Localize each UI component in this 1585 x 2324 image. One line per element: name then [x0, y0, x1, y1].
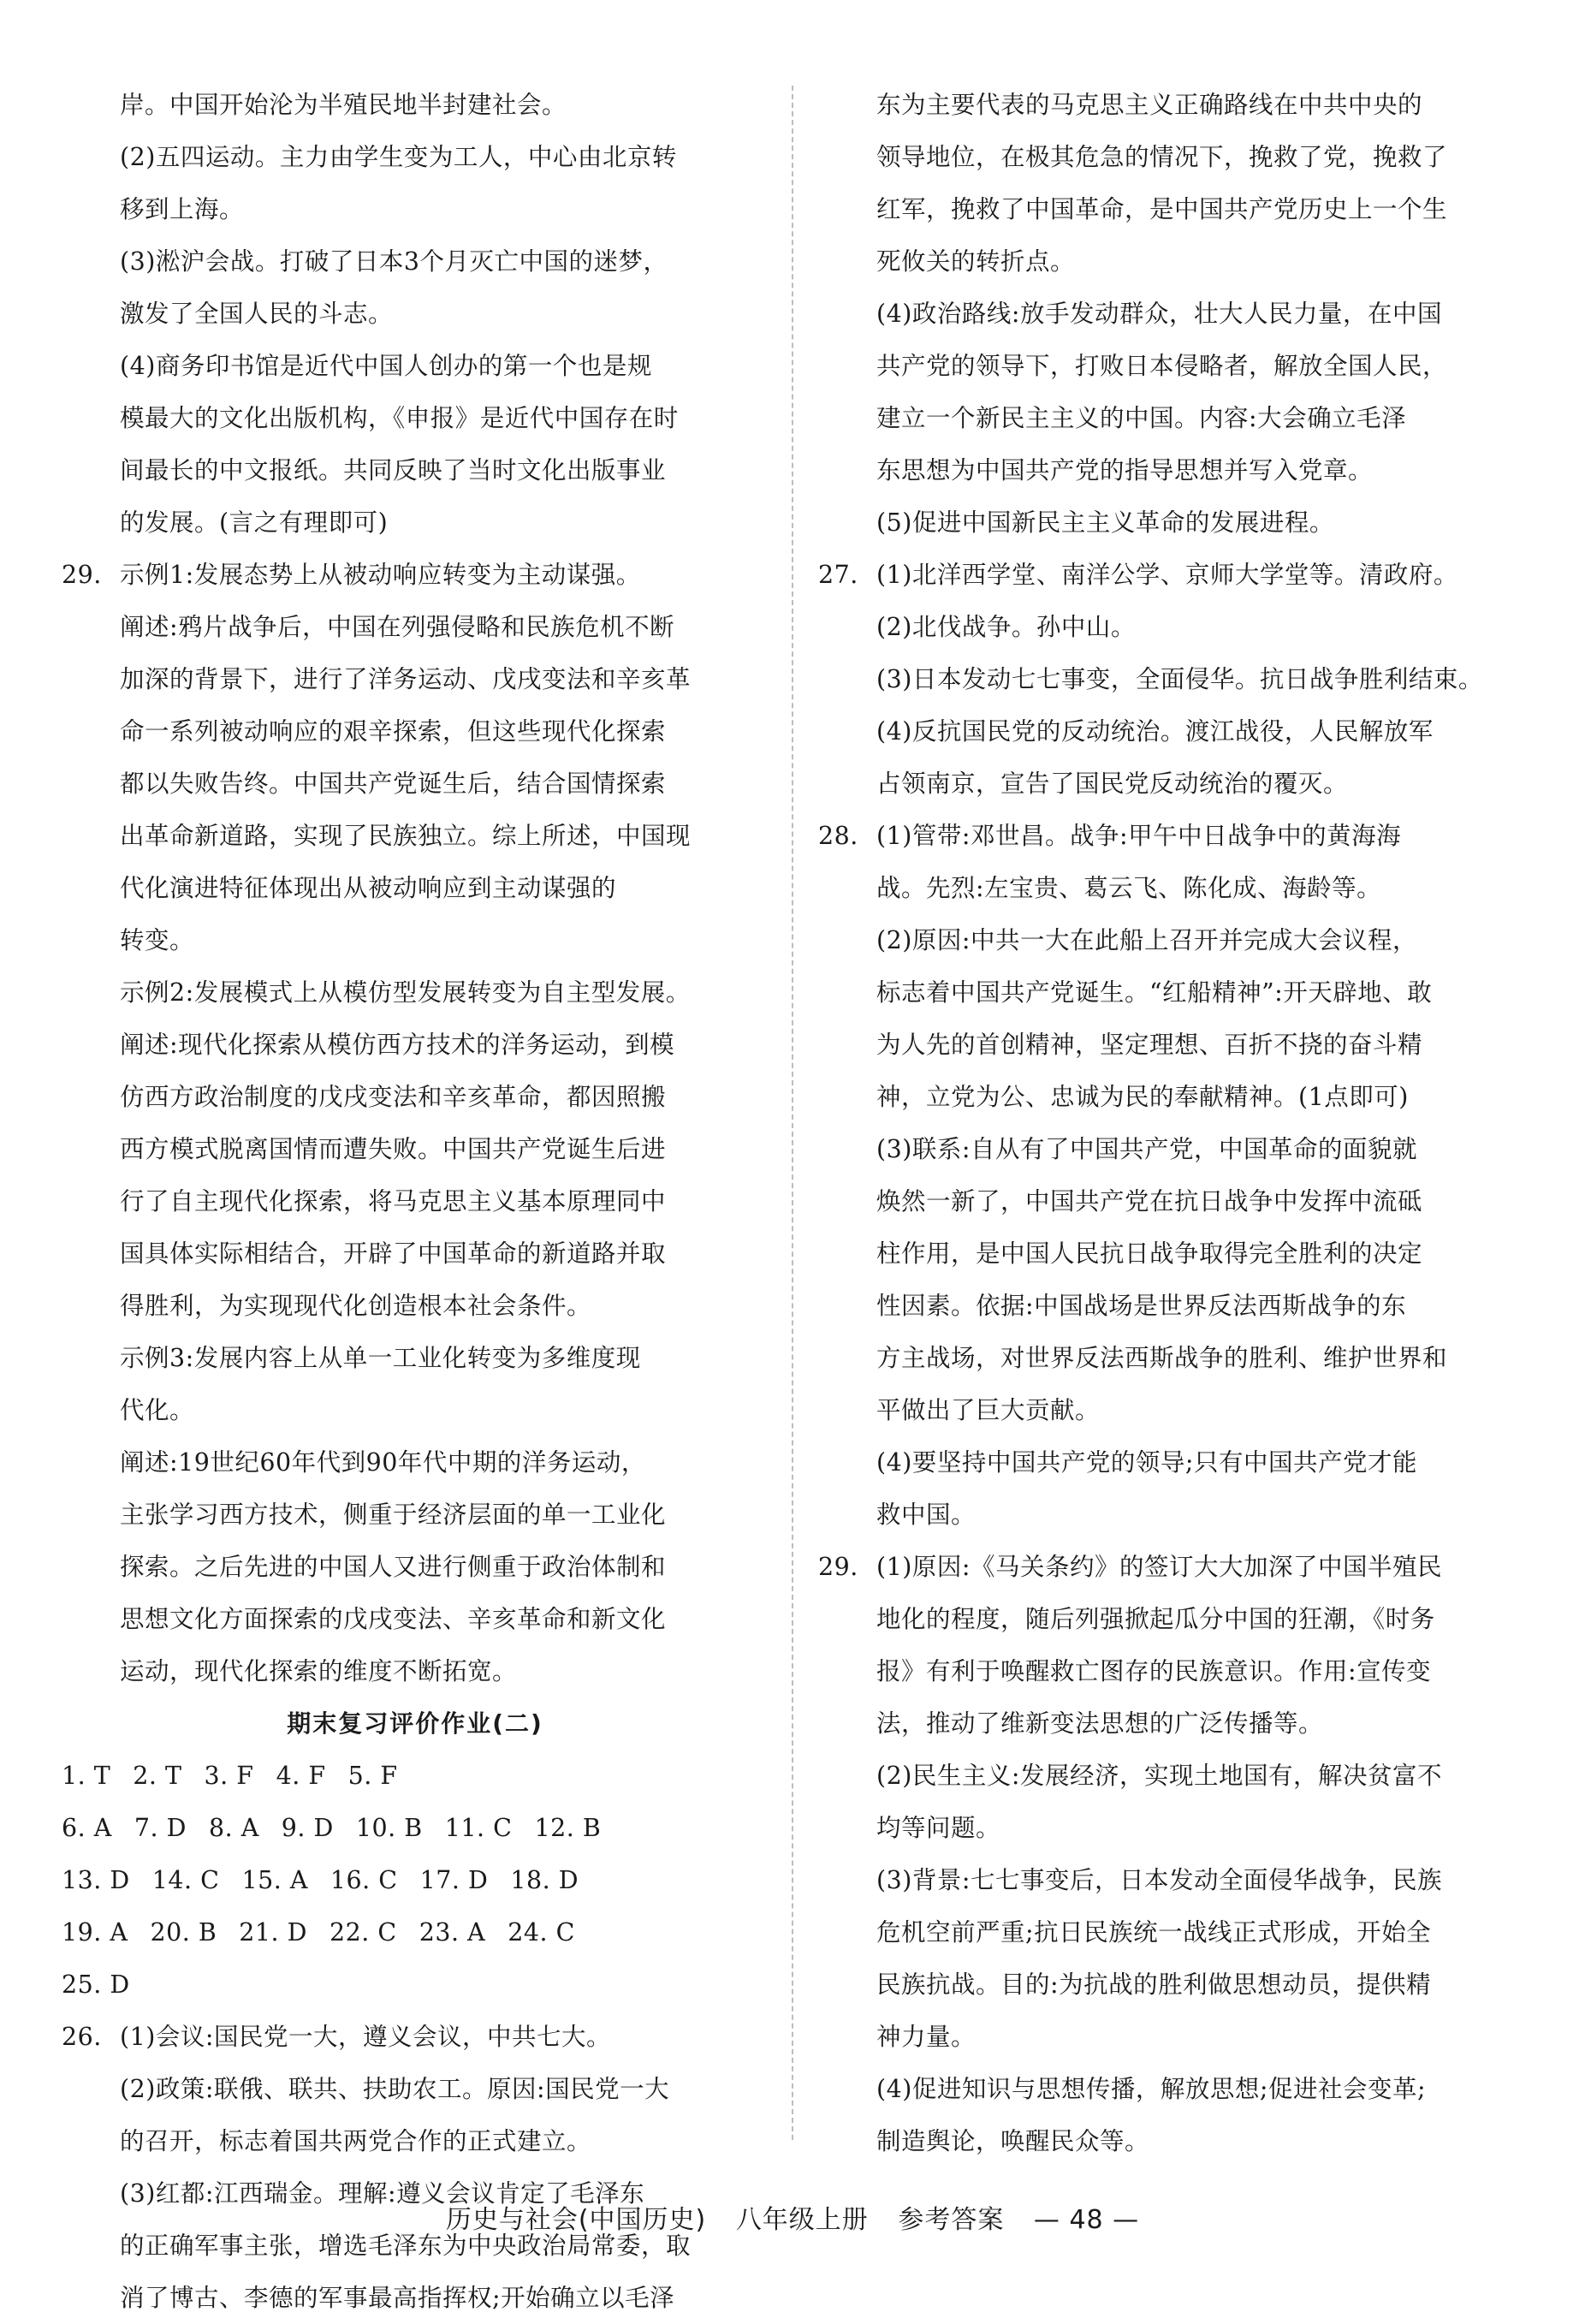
answer-key-item: 10. B — [355, 1814, 423, 1842]
answer-line — [818, 235, 1525, 288]
answer-key-item: 14. C — [151, 1866, 220, 1894]
line-text: 救中国。 — [876, 1501, 977, 1529]
line-text: 消了博古、李德的军事最高指挥权;开始确立以毛泽 — [120, 2284, 675, 2312]
answer-line — [62, 288, 769, 340]
line-text: (5)促进中国新民主主义革命的发展进程。 — [876, 508, 1334, 537]
answer-key-item: 8. A — [208, 1814, 259, 1842]
answer-key-item: 11. C — [444, 1814, 513, 1842]
answer-key-item: 9. D — [281, 1814, 334, 1842]
answer-line — [818, 1332, 1525, 1384]
answer-line — [62, 79, 769, 131]
answer-key-item: 6. A — [62, 1814, 112, 1842]
line-text: 阐述:现代化探索从模仿西方技术的洋务运动，到模 — [120, 1031, 675, 1059]
answer-line — [818, 653, 1525, 705]
line-text: 死攸关的转折点。 — [876, 247, 1076, 276]
line-text: 运动，现代化探索的维度不断拓宽。 — [120, 1657, 518, 1685]
right-column — [818, 79, 1525, 2167]
line-text: 命一系列被动响应的艰辛探索，但这些现代化探索 — [120, 717, 667, 746]
line-text: 岸。中国开始沦为半殖民地半封建社会。 — [120, 91, 567, 119]
line-text: 平做出了巨大贡献。 — [876, 1396, 1101, 1424]
answer-line — [818, 601, 1525, 653]
line-text: 加深的背景下，进行了洋务运动、戊戌变法和辛亥革 — [120, 665, 692, 693]
question-number: 27. — [818, 561, 858, 589]
line-text: 焕然一新了，中国共产党在抗日战争中发挥中流砥 — [876, 1187, 1423, 1215]
answer-key-row — [62, 1802, 769, 1854]
answer-line — [818, 288, 1525, 340]
answer-line — [818, 1175, 1525, 1227]
answer-line — [62, 2272, 769, 2324]
answer-line — [62, 914, 769, 966]
line-text: (2)北伐战争。孙中山。 — [876, 613, 1136, 641]
footer-grade: 八年级上册 — [735, 2205, 869, 2235]
line-text: 示例1:发展态势上从被动响应转变为主动谋强。 — [120, 561, 641, 589]
line-text: 危机空前严重;抗日民族统一战线正式形成，开始全 — [876, 1918, 1432, 1947]
answer-key-item: 19. A — [62, 1918, 128, 1947]
line-text: 移到上海。 — [120, 195, 245, 223]
answer-line — [818, 758, 1525, 810]
line-text: 转变。 — [120, 926, 195, 954]
answer-line — [62, 235, 769, 288]
answer-key-item: 24. C — [508, 1918, 575, 1947]
line-text: 占领南京，宣告了国民党反动统治的覆灭。 — [876, 770, 1349, 798]
answer-line — [62, 1071, 769, 1123]
line-text: 示例3:发展内容上从单一工业化转变为多维度现 — [120, 1344, 641, 1372]
line-text: 代化。 — [120, 1396, 195, 1424]
line-text: (4)反抗国民党的反动统治。渡江战役，人民解放军 — [876, 717, 1434, 746]
answer-line — [818, 1227, 1525, 1280]
line-text: 为人先的首创精神，坚定理想、百折不挠的奋斗精 — [876, 1031, 1423, 1059]
line-text: 柱作用，是中国人民抗日战争取得完全胜利的决定 — [876, 1239, 1423, 1268]
line-text: 东为主要代表的马克思主义正确路线在中共中央的 — [876, 91, 1423, 119]
answer-key-item: 21. D — [239, 1918, 308, 1947]
line-text: 方主战场，对世界反法西斯战争的胜利、维护世界和 — [876, 1344, 1448, 1372]
answer-key-item: 2. T — [133, 1762, 182, 1790]
answer-line — [818, 1750, 1525, 1802]
question-number: 29. — [62, 561, 102, 589]
line-text: 代化演进特征体现出从被动响应到主动谋强的 — [120, 874, 617, 902]
answer-line — [818, 392, 1525, 444]
line-text: 阐述:鸦片战争后，中国在列强侵略和民族危机不断 — [120, 613, 675, 641]
question-line — [62, 549, 769, 601]
answer-line — [62, 1123, 769, 1175]
answer-line — [62, 1436, 769, 1489]
line-text: 探索。之后先进的中国人又进行侧重于政治体制和 — [120, 1553, 667, 1581]
answer-key-item: 13. D — [62, 1866, 130, 1894]
answer-line — [818, 1906, 1525, 1958]
line-text: 性因素。依据:中国战场是世界反法西斯战争的东 — [876, 1292, 1407, 1320]
answer-line — [62, 183, 769, 235]
answer-key-item: 1. T — [62, 1762, 111, 1790]
answer-line — [62, 705, 769, 758]
answer-key-item: 4. F — [276, 1762, 326, 1790]
line-text: 仿西方政治制度的戊戌变法和辛亥革命，都因照搬 — [120, 1083, 667, 1111]
answer-line — [818, 2115, 1525, 2167]
line-text: (2)原因:中共一大在此船上召开并完成大会议程， — [876, 926, 1417, 954]
answer-line — [62, 1175, 769, 1227]
answer-line — [62, 862, 769, 914]
answer-line — [818, 914, 1525, 966]
question-number: 26. — [62, 2023, 102, 2051]
answer-key-item: 22. C — [329, 1918, 397, 1947]
answer-line — [62, 1384, 769, 1436]
line-text: 领导地位，在极其危急的情况下，挽救了党，挽救了 — [876, 143, 1448, 171]
answer-line — [62, 131, 769, 183]
line-text: (1)会议:国民党一大，遵义会议，中共七大。 — [120, 2023, 611, 2051]
section-title: 期末复习评价作业(二) — [287, 1709, 543, 1738]
answer-line — [818, 1019, 1525, 1071]
line-text: 东思想为中国共产党的指导思想并写入党章。 — [876, 456, 1374, 484]
answer-key-item: 16. C — [329, 1866, 398, 1894]
line-text: 激发了全国人民的斗志。 — [120, 300, 394, 328]
answer-line — [818, 1854, 1525, 1906]
line-text: (2)政策:联俄、联共、扶助农工。原因:国民党一大 — [120, 2075, 670, 2103]
answer-line — [62, 601, 769, 653]
line-text: (3)淞沪会战。打破了日本3个月灭亡中国的迷梦， — [120, 247, 668, 276]
answer-line — [62, 2063, 769, 2115]
answer-key-item: 17. D — [419, 1866, 489, 1894]
answer-line — [818, 1280, 1525, 1332]
question-line — [818, 810, 1525, 862]
answer-key-item: 12. B — [534, 1814, 602, 1842]
line-text: 思想文化方面探索的戊戌变法、辛亥革命和新文化 — [120, 1605, 667, 1633]
answer-line — [818, 340, 1525, 392]
answer-line — [818, 705, 1525, 758]
line-text: 西方模式脱离国情而遭失败。中国共产党诞生后进 — [120, 1135, 667, 1163]
line-text: (3)联系:自从有了中国共产党，中国革命的面貌就 — [876, 1135, 1417, 1163]
line-text: 神力量。 — [876, 2023, 977, 2051]
line-text: (3)日本发动七七事变，全面侵华。抗日战争胜利结束。 — [876, 665, 1483, 693]
line-text: (4)要坚持中国共产党的领导;只有中国共产党才能 — [876, 1448, 1417, 1477]
line-text: 得胜利，为实现现代化创造根本社会条件。 — [120, 1292, 592, 1320]
line-text: (1)原因:《马关条约》的签订大大加深了中国半殖民 — [876, 1553, 1442, 1581]
line-text: (3)背景:七七事变后，日本发动全面侵华战争，民族 — [876, 1866, 1442, 1894]
line-text: 的召开，标志着国共两党合作的正式建立。 — [120, 2127, 592, 2155]
line-text: 报》有利于唤醒救亡图存的民族意识。作用:宣传变 — [876, 1657, 1432, 1685]
answer-line — [62, 1645, 769, 1697]
answer-key-row — [62, 1906, 769, 1958]
line-text: (4)政治路线:放手发动群众，壮大人民力量，在中国 — [876, 300, 1442, 328]
line-text: 的发展。(言之有理即可) — [120, 508, 389, 537]
line-text: (2)五四运动。主力由学生变为工人，中心由北京转 — [120, 143, 677, 171]
line-text: 战。先烈:左宝贵、葛云飞、陈化成、海龄等。 — [876, 874, 1382, 902]
line-text: (1)管带:邓世昌。战争:甲午中日战争中的黄海海 — [876, 822, 1402, 850]
line-text: 行了自主现代化探索，将马克思主义基本原理同中 — [120, 1187, 667, 1215]
line-text: 出革命新道路，实现了民族独立。综上所述，中国现 — [120, 822, 692, 850]
line-text: 示例2:发展模式上从模仿型发展转变为自主型发展。 — [120, 978, 691, 1007]
line-text: 模最大的文化出版机构，《申报》是近代中国存在时 — [120, 404, 679, 432]
footer-subject: 历史与社会(中国历史) — [445, 2205, 707, 2235]
question-line — [818, 1541, 1525, 1593]
answer-line — [62, 653, 769, 705]
line-text: (1)北洋西学堂、南洋公学、京师大学堂等。清政府。 — [876, 561, 1458, 589]
answer-key-row — [62, 1750, 769, 1802]
answer-line — [62, 1227, 769, 1280]
answer-line — [818, 1436, 1525, 1489]
answer-key-item: 20. B — [150, 1918, 217, 1947]
footer-page-number: — 48 — — [1033, 2205, 1140, 2235]
line-text: 制造舆论，唤醒民众等。 — [876, 2127, 1150, 2155]
line-text: 民族抗战。目的:为抗战的胜利做思想动员，提供精 — [876, 1970, 1432, 1999]
answer-line — [818, 2063, 1525, 2115]
line-text: 神，立党为公、忠诚为民的奉献精神。(1点即可) — [876, 1083, 1409, 1111]
answer-key-item: 18. D — [510, 1866, 579, 1894]
answer-key-item: 25. D — [62, 1970, 130, 1999]
answer-line — [62, 966, 769, 1019]
line-text: 间最长的中文报纸。共同反映了当时文化出版事业 — [120, 456, 667, 484]
answer-line — [818, 862, 1525, 914]
answer-line — [62, 392, 769, 444]
answer-line — [62, 1593, 769, 1645]
answer-line — [818, 131, 1525, 183]
footer-label: 参考答案 — [898, 2205, 1005, 2235]
answer-line — [818, 183, 1525, 235]
answer-line — [62, 444, 769, 496]
answer-line — [818, 1958, 1525, 2011]
answer-line — [818, 1489, 1525, 1541]
answer-line — [818, 966, 1525, 1019]
answer-line — [62, 496, 769, 549]
answer-line — [62, 758, 769, 810]
answer-key-item: 7. D — [134, 1814, 187, 1842]
answer-line — [818, 79, 1525, 131]
answer-line — [818, 496, 1525, 549]
question-line — [818, 549, 1525, 601]
answer-line — [818, 1071, 1525, 1123]
page-footer — [0, 2198, 1585, 2236]
answer-key-row — [62, 1854, 769, 1906]
answer-line — [62, 1541, 769, 1593]
answer-line — [818, 1645, 1525, 1697]
left-column — [62, 79, 769, 2324]
answer-key-item: 3. F — [204, 1762, 254, 1790]
line-text: 地化的程度，随后列强掀起瓜分中国的狂潮，《时务 — [876, 1605, 1435, 1633]
question-number: 28. — [818, 822, 858, 850]
question-line — [62, 2011, 769, 2063]
answer-line — [818, 1123, 1525, 1175]
answer-key-item: 5. F — [347, 1762, 398, 1790]
answer-key-item: 15. A — [241, 1866, 308, 1894]
answer-line — [62, 810, 769, 862]
answer-line — [62, 1280, 769, 1332]
line-text: 红军，挽救了中国革命，是中国共产党历史上一个生 — [876, 195, 1448, 223]
line-text: (4)促进知识与思想传播，解放思想;促进社会变革; — [876, 2075, 1427, 2103]
answer-line — [62, 340, 769, 392]
line-text: 建立一个新民主主义的中国。内容:大会确立毛泽 — [876, 404, 1407, 432]
answer-line — [62, 1019, 769, 1071]
line-text: 法，推动了维新变法思想的广泛传播等。 — [876, 1709, 1324, 1738]
line-text: 主张学习西方技术，侧重于经济层面的单一工业化 — [120, 1501, 667, 1529]
answer-key-row — [62, 1958, 769, 2011]
line-text: (2)民生主义:发展经济，实现土地国有，解决贫富不 — [876, 1762, 1442, 1790]
question-number: 29. — [818, 1553, 858, 1581]
column-divider — [792, 86, 793, 2140]
answer-line — [62, 1489, 769, 1541]
line-text: 都以失败告终。中国共产党诞生后，结合国情探索 — [120, 770, 667, 798]
line-text: (3)红都:江西瑞金。理解:遵义会议肯定了毛泽东 — [120, 2179, 645, 2208]
answer-line — [818, 1593, 1525, 1645]
answer-line — [818, 1384, 1525, 1436]
line-text: 共产党的领导下，打败日本侵略者，解放全国人民， — [876, 352, 1448, 380]
line-text: 均等问题。 — [876, 1814, 1001, 1842]
line-text: 标志着中国共产党诞生。“红船精神”:开天辟地、敢 — [876, 978, 1433, 1007]
line-text: (4)商务印书馆是近代中国人创办的第一个也是规 — [120, 352, 652, 380]
line-text: 国具体实际相结合，开辟了中国革命的新道路并取 — [120, 1239, 667, 1268]
answer-line — [818, 1697, 1525, 1750]
answer-key-item: 23. A — [419, 1918, 486, 1947]
line-text: 阐述:19世纪60年代到90年代中期的洋务运动， — [120, 1448, 646, 1477]
answer-line — [62, 2115, 769, 2167]
answer-line — [818, 2011, 1525, 2063]
answer-line — [818, 444, 1525, 496]
answer-line — [818, 1802, 1525, 1854]
line-text: 的正确军事主张，增选毛泽东为中央政治局常委，取 — [120, 2232, 692, 2260]
answer-line — [62, 1332, 769, 1384]
